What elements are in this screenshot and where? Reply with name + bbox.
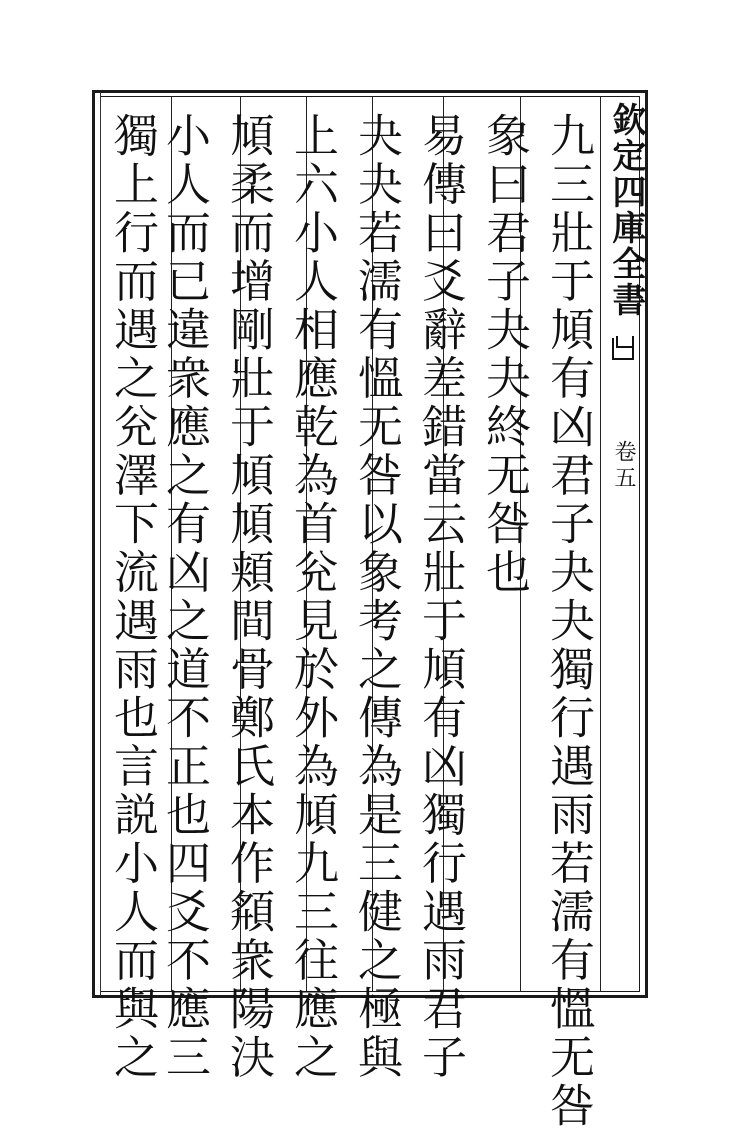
text-column-3: 易傳曰爻辭差錯當云壯于頄有凶獨行遇雨君子 <box>414 112 467 1082</box>
text-column-2: 象曰君子夬夬終无咎也 <box>478 112 531 597</box>
text-column-5: 上六小人相應乾為首兊見於外為頄九三往應之 <box>286 112 339 1082</box>
text-column-7: 小人而已違衆應之有凶之道不正也四爻不應三 <box>158 112 211 1082</box>
book-title: 欽定四庫全書 <box>606 102 646 318</box>
fish-tail-mark-icon <box>612 338 634 360</box>
text-column-4: 夬夬若濡有慍无咎以象考之傳為是三健之極與 <box>350 112 403 1082</box>
text-column-6: 頄柔而增剛壯于頄頄頬間骨鄭氏本作頯衆陽決 <box>222 112 275 1082</box>
text-column-1: 九三壯于頄有凶君子夬夬獨行遇雨若濡有慍无咎 <box>542 112 595 1131</box>
text-column-8: 獨上行而遇之兊澤下流遇雨也言説小人而與之 <box>106 112 159 1082</box>
volume-label: 卷五 <box>611 440 636 492</box>
left-edge <box>94 92 101 996</box>
